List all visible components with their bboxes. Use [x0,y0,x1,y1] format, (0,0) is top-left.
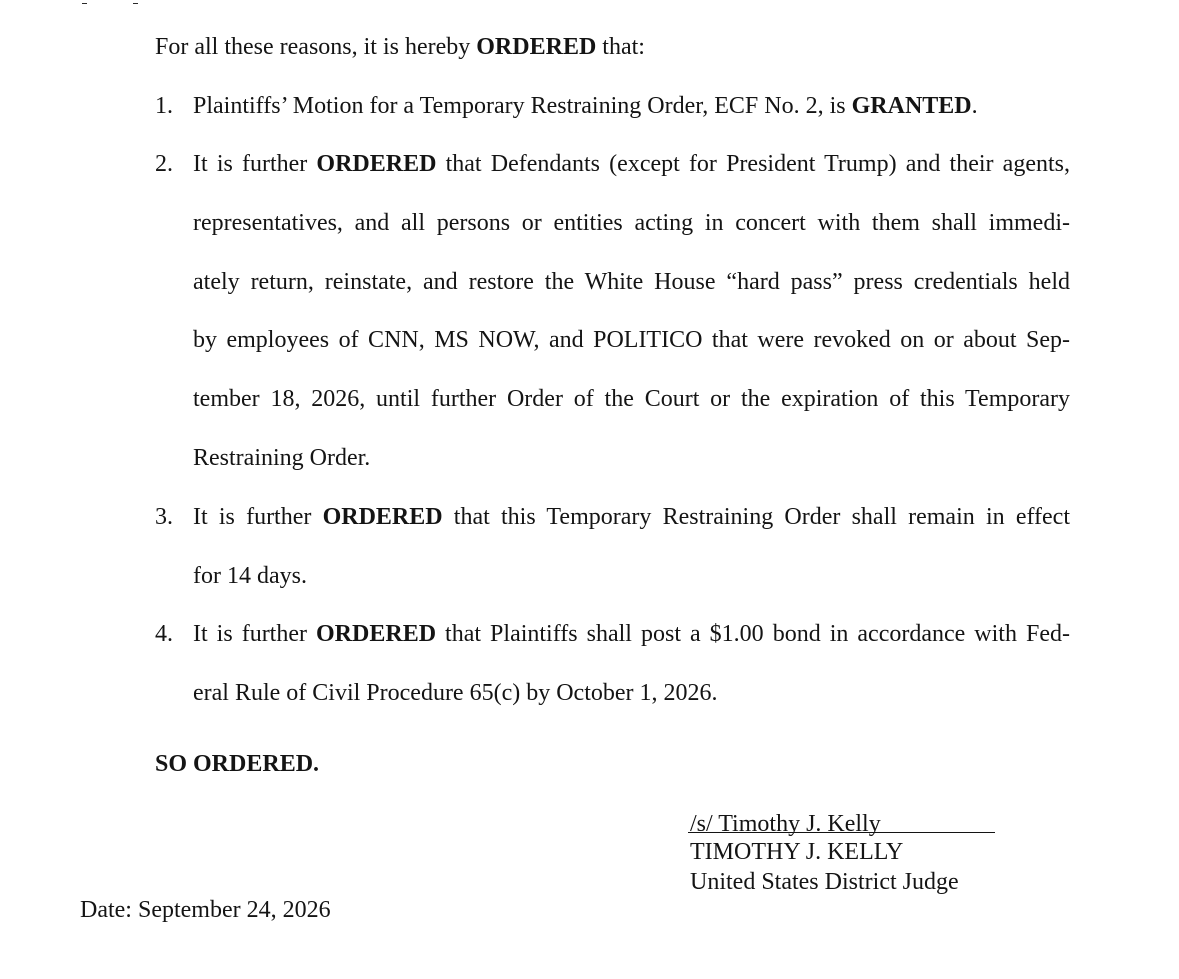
judge-title: United States District Judge [690,869,959,895]
item-4-text: It is further [193,622,317,647]
electronic-signature: /s/ Timothy J. Kelly [690,811,881,837]
item-2-line-1 [193,152,1070,182]
item-4-line-2: eral Rule of Civil Procedure 65(c) by October 1, 2026. [193,680,718,706]
item-2-text: It is further [193,152,317,177]
item-3-line-2: for 14 days. [193,563,307,589]
item-2-line-3: ately return, reinstate, and restore the White House “hard pass” press credentials held [193,270,1070,295]
signature-line [688,832,995,833]
item-2-line-2: representatives, and all persons or entities acting in concert with them shall immedi- [193,211,1070,236]
item-4-text-end: that Plaintiffs shall post a $1.00 bond in accordance with Fed- [436,622,1070,647]
item-2-number: 2. [155,151,173,177]
item-2-line-6: Restraining Order. [193,445,371,471]
item-1-text-end: . [971,93,978,119]
item-3-line-1 [193,505,1070,535]
intro-text-end: that: [596,34,645,60]
judge-name: TIMOTHY J. KELLY [690,839,904,865]
item-2-text-end: that Defendants (except for President Trump) and their agents, [436,152,1070,177]
item-1-line-1 [193,94,978,118]
order-date: Date: September 24, 2026 [80,897,331,923]
item-1-number: 1. [155,93,173,119]
cropped-previous-text [82,0,202,4]
item-3-ordered: ORDERED [322,505,443,530]
so-ordered-heading: SO ORDERED. [155,751,320,777]
intro-paragraph [155,35,645,59]
item-4-ordered: ORDERED [316,622,437,647]
granted-label: GRANTED [851,93,972,119]
item-3-text-end: that this Temporary Restraining Order shall remain in effect [442,505,1070,530]
item-2-ordered: ORDERED [316,152,437,177]
item-3-text: It is further [193,505,323,530]
item-2-line-4: by employees of CNN, MS NOW, and POLITICO that were revoked on or about Sep- [193,328,1070,353]
intro-ordered: ORDERED [476,34,597,60]
item-2-line-5: tember 18, 2026, until further Order of the Court or the expiration of this Temporary [193,387,1070,412]
item-4-number: 4. [155,621,173,647]
item-4-line-1 [193,622,1070,652]
item-1-text: Plaintiffs’ Motion for a Temporary Restraining Order, ECF No. 2, is [193,93,852,119]
item-3-number: 3. [155,504,173,530]
intro-text: For all these reasons, it is hereby [155,34,477,60]
